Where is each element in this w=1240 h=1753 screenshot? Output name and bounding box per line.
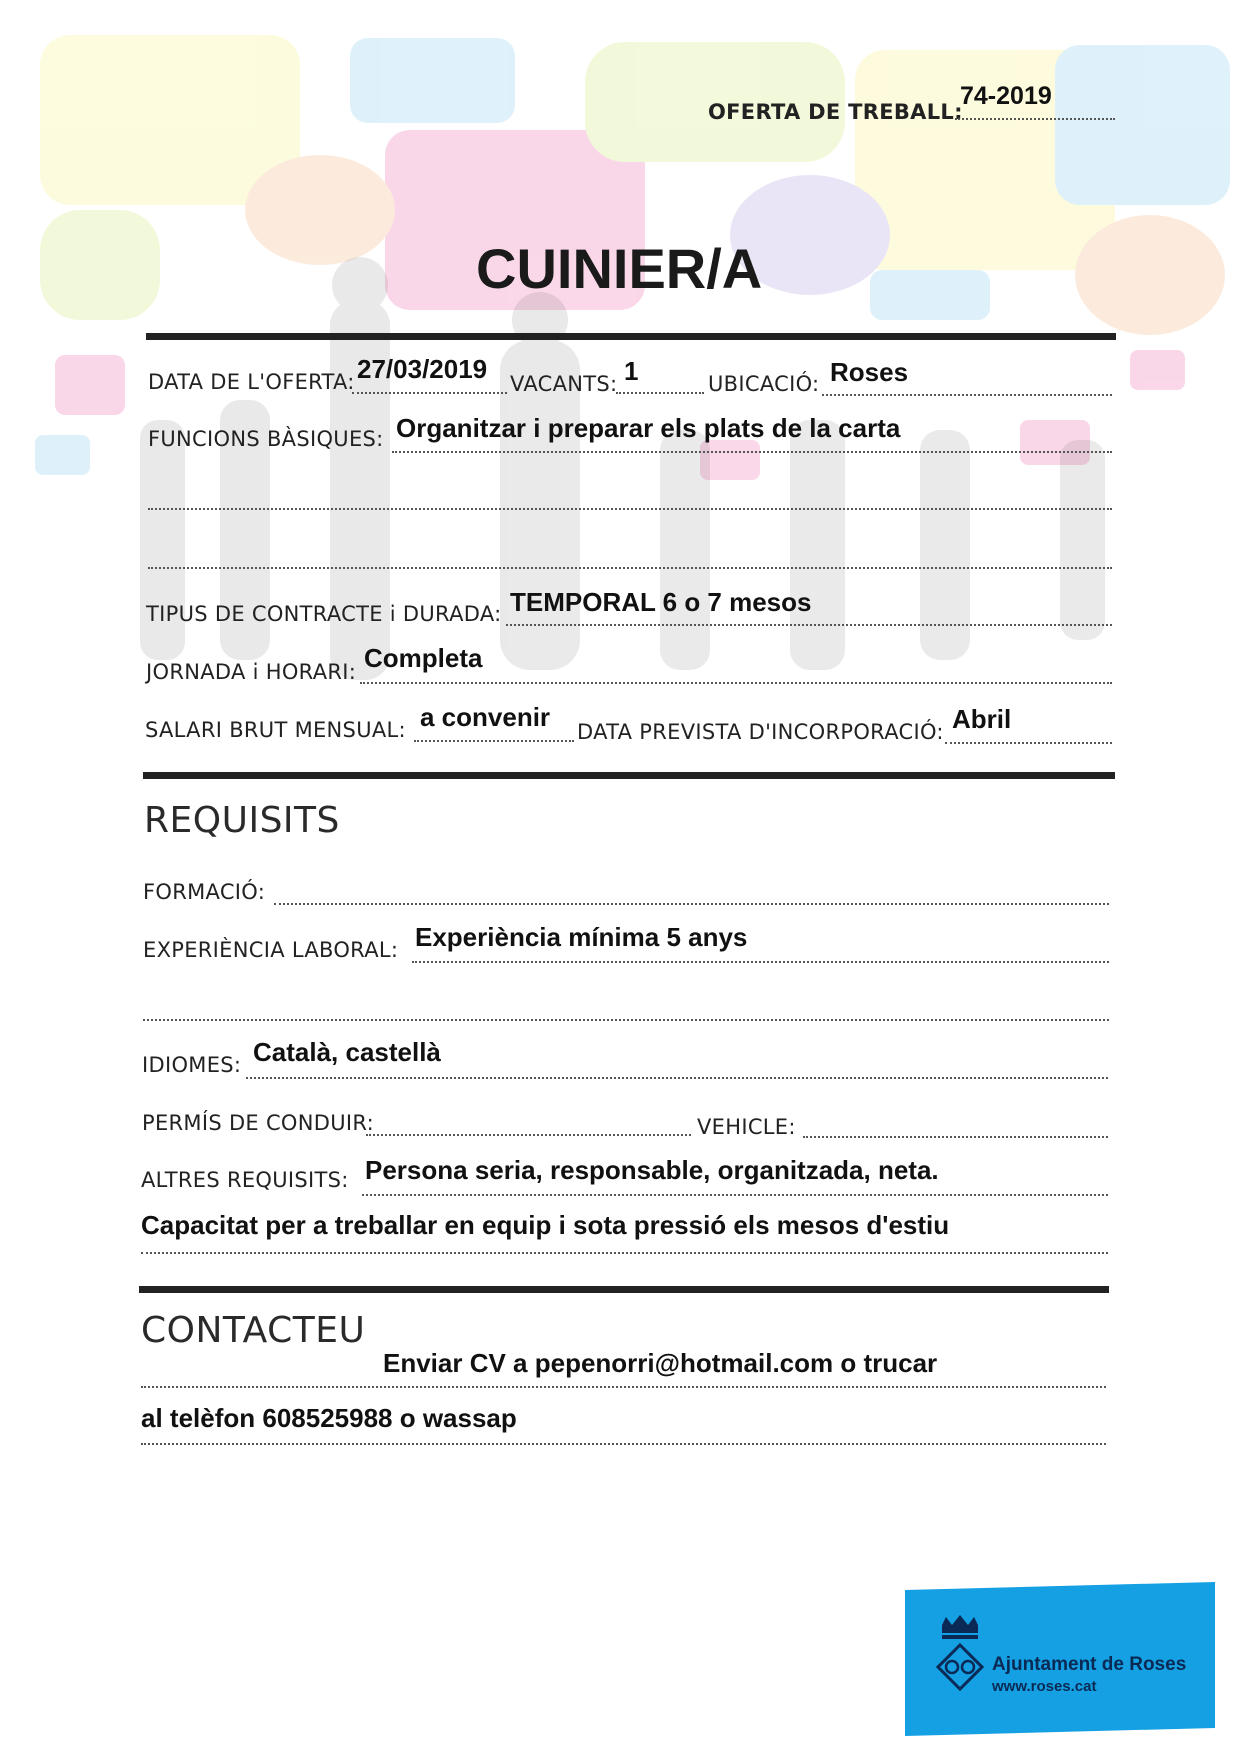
ubicacio-value: Roses (830, 357, 909, 387)
altres-value: Persona seria, responsable, organitzada, neta. (365, 1155, 939, 1185)
jornada-value: Completa (364, 643, 483, 673)
idiomes-dots (246, 1077, 1108, 1079)
permis-label: PERMÍS DE CONDUIR: (142, 1111, 375, 1135)
vehicle-label: VEHICLE: (697, 1115, 796, 1139)
logo-url: www.roses.cat (992, 1678, 1097, 1695)
funcions-extra-line-2 (148, 567, 1112, 569)
logo-name: Ajuntament de Roses (992, 1654, 1187, 1675)
salari-value: a convenir (420, 702, 551, 732)
requisits-heading: REQUISITS (144, 800, 340, 841)
divider-bottom (139, 1286, 1109, 1293)
ubicacio-label: UBICACIÓ: (708, 372, 820, 396)
funcions-value: Organitzar i preparar els plats de la carta (396, 413, 901, 443)
experiencia-extra-line (143, 1019, 1109, 1021)
experiencia-value: Experiència mínima 5 anys (415, 922, 748, 952)
vacants-value: 1 (624, 356, 639, 386)
jornada-label: JORNADA i HORARI: (146, 660, 357, 684)
contracte-value: TEMPORAL 6 o 7 mesos (510, 587, 812, 617)
experiencia-label: EXPERIÈNCIA LABORAL: (143, 938, 399, 962)
contracte-label: TIPUS DE CONTRACTE i DURADA: (146, 602, 502, 626)
data-oferta-label: DATA DE L'OFERTA: (148, 370, 355, 394)
jornada-dots (360, 682, 1112, 684)
salari-dots (414, 740, 574, 742)
data-oferta-value: 27/03/2019 (357, 354, 488, 384)
formacio-label: FORMACIÓ: (143, 880, 266, 904)
divider-middle (143, 772, 1115, 779)
funcions-extra-line-1 (148, 508, 1112, 510)
funcions-dots (392, 451, 1112, 453)
formacio-dots (274, 903, 1109, 905)
contact-line-2: al telèfon 608525988 o wassap (141, 1403, 517, 1433)
data-oferta-dots (352, 392, 507, 394)
vehicle-dots (803, 1136, 1108, 1138)
offer-number-label: OFERTA DE TREBALL: (708, 100, 963, 124)
incorporacio-dots (945, 742, 1112, 744)
vacants-dots (616, 392, 704, 394)
offer-number-value: 74-2019 (960, 82, 1052, 110)
contact-dots-2 (141, 1443, 1106, 1445)
funcions-label: FUNCIONS BÀSIQUES: (148, 427, 384, 451)
permis-dots (366, 1134, 691, 1136)
roses-coat-of-arms-icon (930, 1615, 990, 1695)
job-title: CUINIER/A (476, 237, 763, 300)
altres-dots (362, 1194, 1108, 1196)
altres-label: ALTRES REQUISITS: (141, 1168, 349, 1192)
vacants-label: VACANTS: (510, 372, 618, 396)
incorporacio-label: DATA PREVISTA D'INCORPORACIÓ: (577, 720, 944, 744)
incorporacio-value: Abril (952, 704, 1012, 734)
idiomes-value: Català, castellà (253, 1037, 441, 1067)
idiomes-label: IDIOMES: (142, 1053, 242, 1077)
contact-dots-1 (141, 1386, 1106, 1388)
ubicacio-dots (822, 394, 1112, 396)
contracte-dots (506, 624, 1112, 626)
altres-value-line2: Capacitat per a treballar en equip i sota pressió els mesos d'estiu (141, 1210, 950, 1240)
divider-top (146, 333, 1116, 340)
contact-line-1: Enviar CV a pepenorri@hotmail.com o trucar (383, 1348, 938, 1378)
contacteu-heading: CONTACTEU (141, 1310, 366, 1351)
experiencia-dots (412, 961, 1109, 963)
salari-label: SALARI BRUT MENSUAL: (145, 718, 406, 742)
offer-number-dots (955, 118, 1115, 120)
altres-dots-line2 (141, 1252, 1108, 1254)
